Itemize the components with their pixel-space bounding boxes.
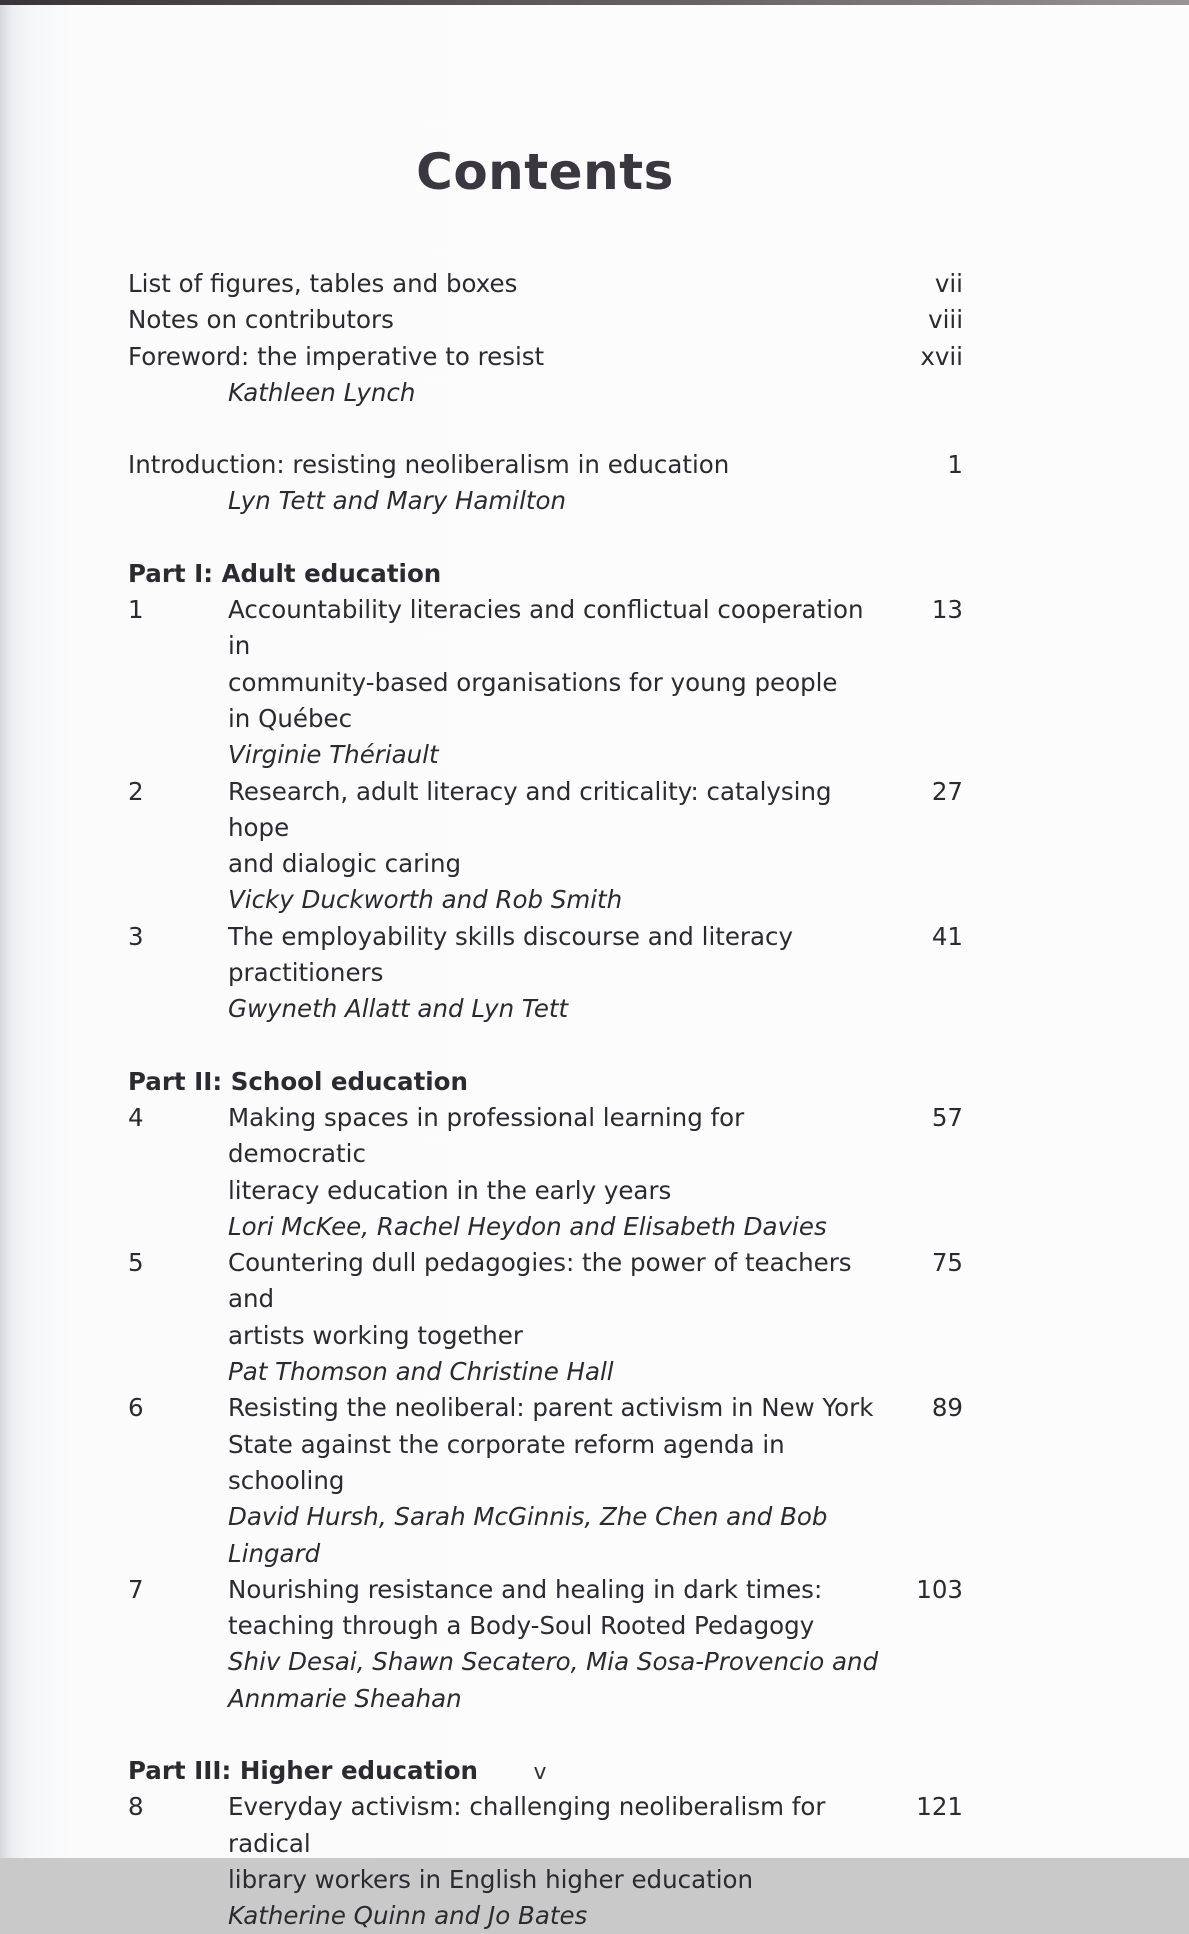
- toc-entry-contributors: [128, 302, 963, 338]
- toc-entry-page: xvii: [920, 341, 963, 371]
- part-heading-label: Part I: Adult education: [128, 558, 442, 588]
- chapter-title-line: Accountability literacies and conflictual cooperation in: [228, 595, 864, 661]
- chapter-author: Lori McKee, Rachel Heydon and Elisabeth Davies: [228, 1211, 827, 1241]
- chapter-title-line: and dialogic caring: [228, 849, 462, 879]
- chapter-author: Vicky Duckworth and Rob Smith: [228, 885, 623, 915]
- toc-entry-title: Notes on contributors: [128, 305, 394, 335]
- chapter-title-line: Everyday activism: challenging neoliberalism for radical: [228, 1792, 826, 1858]
- chapter-page: 13: [931, 595, 963, 625]
- chapter-title-line: literacy education in the early years: [228, 1175, 672, 1205]
- chapter-title-line: Resisting the neoliberal: parent activism in New York: [228, 1393, 874, 1423]
- chapter-number: 2: [128, 776, 144, 806]
- chapter-page: 121: [916, 1792, 963, 1822]
- chapter-title-block: [228, 1789, 883, 1934]
- chapter-title-line: Making spaces in professional learning for democratic: [228, 1102, 745, 1169]
- chapter-title-block: [228, 592, 883, 773]
- chapter-title-line: library workers in English higher education: [228, 1864, 754, 1894]
- page-top-edge: [0, 0, 1189, 5]
- page-folio: v: [533, 1760, 547, 1785]
- foreword-author: Kathleen Lynch: [228, 377, 416, 407]
- chapter-entry: [128, 592, 963, 773]
- toc-entry-page: 1: [947, 450, 963, 480]
- chapter-title-block: [228, 774, 883, 919]
- page-title: Contents: [416, 143, 674, 201]
- chapter-number: 7: [128, 1574, 144, 1604]
- chapter-page: 89: [931, 1393, 963, 1423]
- chapter-title-line: The employability skills discourse and literacy practitioners: [228, 921, 793, 988]
- toc-entry-introduction: [128, 447, 963, 483]
- chapter-number: 1: [128, 595, 144, 625]
- chapter-title-line: artists working together: [228, 1320, 523, 1350]
- chapter-entry: [128, 1572, 963, 1717]
- toc-entry-author: [128, 483, 963, 519]
- chapter-entry: [128, 1245, 963, 1390]
- chapter-author: Pat Thomson and Christine Hall: [228, 1357, 614, 1387]
- chapter-title-line: community-based organisations for young people: [228, 667, 838, 697]
- chapter-title-block: [228, 1572, 883, 1717]
- chapter-number: 3: [128, 921, 144, 951]
- chapter-entry: [128, 774, 963, 919]
- chapter-entry: [128, 919, 963, 1028]
- part-heading-label: Part III: Higher education: [128, 1755, 478, 1785]
- chapter-page: 103: [916, 1574, 963, 1604]
- chapter-number: 8: [128, 1792, 144, 1822]
- chapter-title-block: [228, 1390, 883, 1571]
- chapter-author: David Hursh, Sarah McGinnis, Zhe Chen and Bob Lingard: [228, 1502, 828, 1568]
- chapter-author: Katherine Quinn and Jo Bates: [228, 1901, 588, 1931]
- part-heading: [128, 556, 963, 592]
- chapter-page: 27: [931, 776, 963, 806]
- spacer: [128, 411, 963, 447]
- chapter-entry: [128, 1100, 963, 1245]
- toc-entry-page: vii: [934, 269, 963, 298]
- chapter-number: 4: [128, 1102, 144, 1132]
- chapter-number: 5: [128, 1248, 144, 1278]
- introduction-author: Lyn Tett and Mary Hamilton: [228, 486, 567, 516]
- toc-entry-figures: [128, 266, 963, 302]
- chapter-author: Virginie Thériault: [228, 740, 439, 770]
- toc-entry-title: Introduction: resisting neoliberalism in education: [128, 450, 730, 480]
- chapter-title-block: [228, 919, 883, 1028]
- chapter-author-line: Annmarie Sheahan: [228, 1683, 462, 1713]
- chapter-number: 6: [128, 1393, 144, 1423]
- chapter-author: Gwyneth Allatt and Lyn Tett: [228, 994, 569, 1024]
- chapter-title-block: [228, 1100, 883, 1245]
- chapter-title-line: State against the corporate reform agenda in schooling: [228, 1429, 785, 1495]
- part-heading-label: Part II: School education: [128, 1066, 468, 1096]
- toc-entry-title: Foreword: the imperative to resist: [128, 341, 545, 371]
- chapter-page: 41: [931, 921, 963, 951]
- toc-entry-foreword: [128, 339, 963, 375]
- chapter-title-line: Nourishing resistance and healing in dark times:: [228, 1574, 823, 1604]
- chapter-title-block: [228, 1245, 883, 1390]
- chapter-author-line: Shiv Desai, Shawn Secatero, Mia Sosa-Provencio and: [228, 1647, 879, 1677]
- toc-entry-page: viii: [928, 305, 963, 335]
- chapter-page: 75: [931, 1248, 963, 1278]
- part-heading: [128, 1064, 963, 1100]
- toc-entry-author: [128, 375, 963, 411]
- chapter-entry: [128, 1390, 963, 1571]
- chapter-title-line: Research, adult literacy and criticality: catalysing hope: [228, 776, 832, 842]
- chapter-title-line: teaching through a Body-Soul Rooted Pedagogy: [228, 1611, 815, 1641]
- chapter-title-line: Countering dull pedagogies: the power of teachers and: [228, 1248, 852, 1314]
- table-of-contents: [128, 266, 963, 1934]
- chapter-entry: [128, 1789, 963, 1934]
- toc-entry-title: List of figures, tables and boxes: [128, 269, 518, 298]
- chapter-title-line: in Québec: [228, 703, 353, 733]
- chapter-page: 57: [931, 1102, 963, 1132]
